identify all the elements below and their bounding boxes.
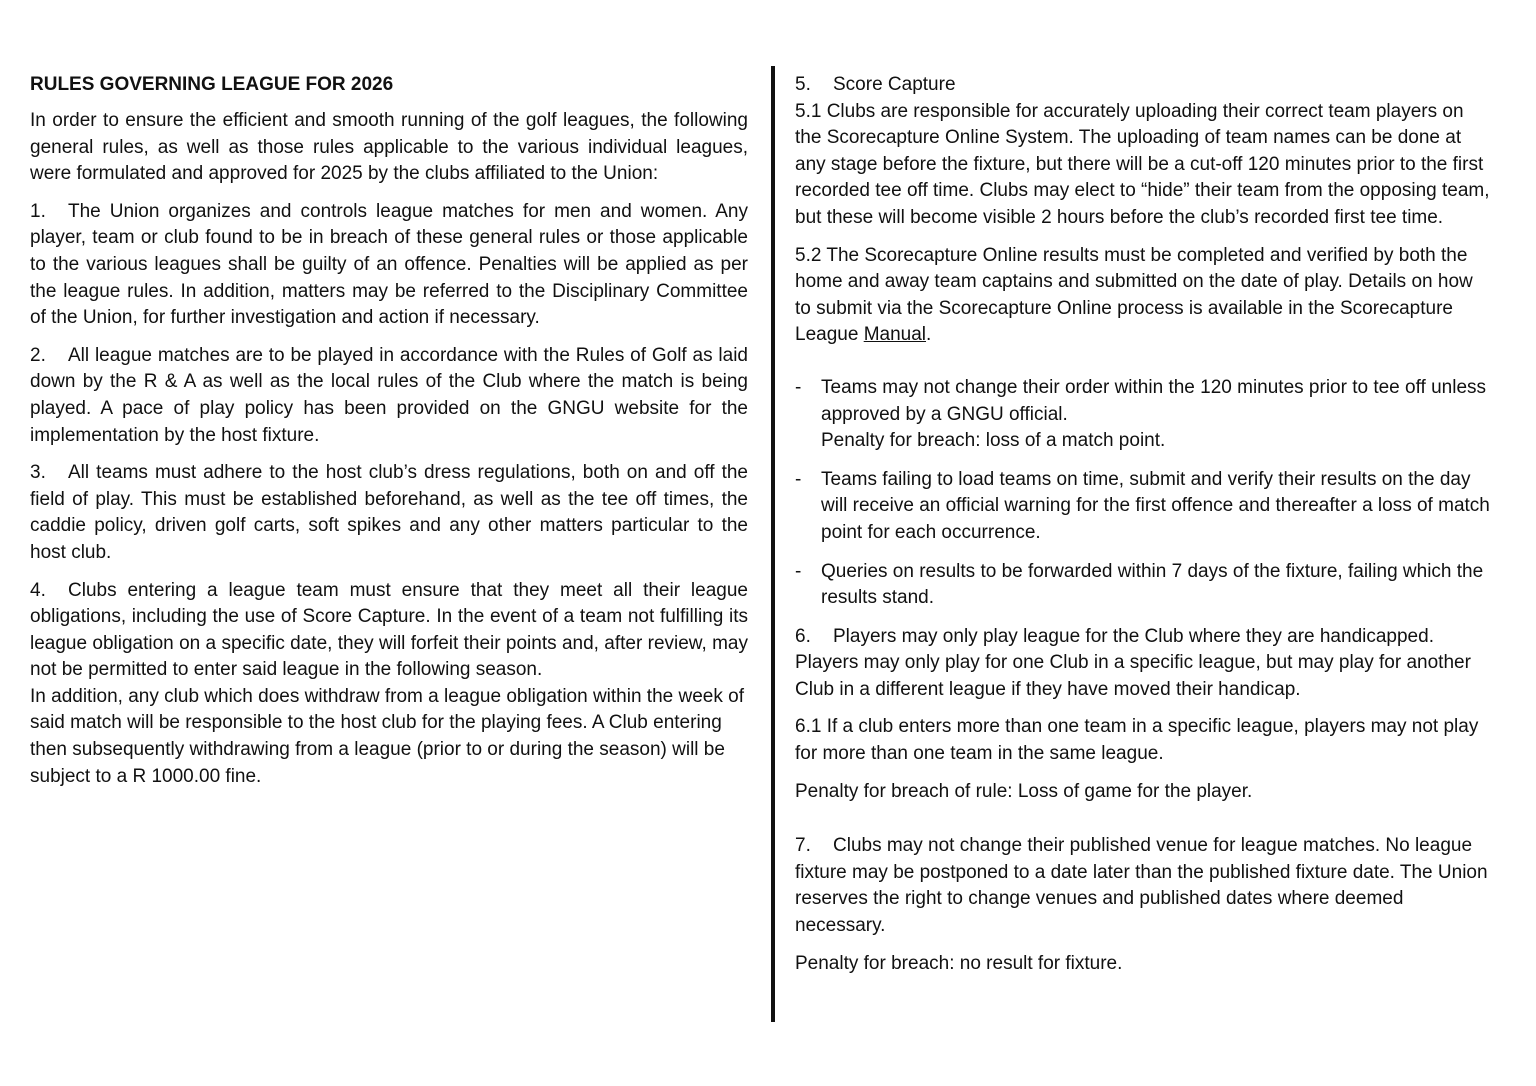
rule-4-addition: In addition, any club which does withdraw from a league obligation within the week of said match will be responsible to the host club for the playing fees. A Club entering then subsequently withdrawing from a league (prior to or during the season) will be subject to a R 1000.00 fine.: [30, 685, 744, 787]
bullet-dash: -: [795, 376, 802, 398]
rule-2: [30, 343, 748, 449]
rule-6-penalty: Penalty for breach of rule: Loss of game for the player.: [795, 780, 1253, 802]
bullet-dash: -: [795, 560, 802, 582]
rule-3-number: 3.: [30, 462, 46, 484]
rule-5-2-end: .: [926, 324, 932, 346]
bullet-2-text: Teams failing to load teams on time, submit and verify their results on the day will receive an official warning for the first offence and thereafter a loss of match point for each occurrence.: [821, 468, 1490, 543]
rule-7-text: Clubs may not change their published venue for league matches. No league fixture may be postponed to a date later than the published fixture date. The Union reserves the right to change venues and published dates where deemed necessary.: [795, 835, 1488, 937]
right-column: [795, 72, 1490, 988]
document-title: RULES GOVERNING LEAGUE FOR 2026: [30, 74, 394, 95]
rule-1-number: 1.: [30, 200, 46, 222]
intro-paragraph: In order to ensure the efficient and smooth running of the golf leagues, the following general rules, as well as those rules applicable to the various individual leagues, were formulated and approved for 2025 by the clubs affiliated to the Union:: [30, 110, 748, 185]
bullet-1-text: Teams may not change their order within the 120 minutes prior to tee off unless approved by a GNGU official.: [821, 376, 1487, 425]
rule-5-2: [795, 243, 1490, 349]
bullet-dash: -: [795, 468, 802, 490]
bullet-1-penalty: Penalty for breach: loss of a match point.: [821, 430, 1166, 452]
manual-link[interactable]: Manual: [863, 324, 927, 346]
rule-7-penalty: Penalty for breach: no result for fixture.: [795, 952, 1123, 974]
bullet-3-text: Queries on results to be forwarded within 7 days of the fixture, failing which the results stand.: [821, 560, 1484, 609]
rule-4: [30, 578, 748, 684]
rule-3: [30, 460, 748, 566]
rule-7: [795, 833, 1490, 939]
rule-5-1: 5.1 Clubs are responsible for accurately uploading their correct team players on the Scorecapture Online System. The uploading of team names can be done at any stage before the fixture, but there will be a cut-off 120 minutes prior to the first recorded tee off time. Clubs may elect to “hide” their team from the opposing team, but these will become visible 2 hours before the club’s recorded first tee time.: [795, 100, 1490, 228]
rule-3-text: All teams must adhere to the host club’s dress regulations, both on and off the field of play. This must be established beforehand, as well as the tee off times, the caddie policy, driven golf carts, soft spikes and any other matters particular to the host club.: [30, 462, 748, 563]
left-column: [30, 72, 748, 801]
rule-5-number: 5.: [795, 74, 811, 95]
bullet-item-2: [795, 467, 1490, 547]
rule-6-number: 6.: [795, 625, 811, 647]
rule-4-number: 4.: [30, 579, 46, 601]
rule-5-heading: [795, 72, 1490, 99]
rule-1-text: The Union organizes and controls league matches for men and women. Any player, team or club found to be in breach of these general rules or those applicable to the various leagues shall be guilty of an offence. Penalties will be applied as per the league rules. In addition, matters may be referred to the Disciplinary Committee of the Union, for further investigation and action if necessary.: [30, 200, 748, 329]
rule-2-text: All league matches are to be played in accordance with the Rules of Golf as laid down by the R & A as well as the local rules of the Club where the match is being played. A pace of play policy has been provided on the GNGU website for the implementation by the host fixture.: [30, 344, 748, 446]
rule-7-number: 7.: [795, 835, 811, 857]
rule-5-2-text: 5.2 The Scorecapture Online results must be completed and verified by both the home and away team captains and submitted on the date of play. Details on how to submit via the Scorecapture Online process is available in the Scorecapture League: [795, 244, 1473, 346]
rule-5-title: Score Capture: [833, 74, 956, 95]
rule-6-text: Players may only play league for the Club where they are handicapped. Players may only play for one Club in a specific league, but may play for another Club in a different league if they have moved their handicap.: [795, 625, 1471, 700]
rule-6: [795, 624, 1490, 704]
rule-2-number: 2.: [30, 344, 46, 366]
bullet-item-1: [795, 375, 1490, 455]
rule-4-text: Clubs entering a league team must ensure that they meet all their league obligations, including the use of Score Capture. In the event of a team not fulfilling its league obligation on a specific date, they will forfeit their points and, after review, may not be permitted to enter said league in the following season.: [30, 579, 748, 681]
rule-1: [30, 199, 748, 332]
bullet-item-3: [795, 559, 1490, 612]
rule-6-1: 6.1 If a club enters more than one team in a specific league, players may not play for more than one team in the same league.: [795, 716, 1479, 765]
column-divider: [771, 66, 775, 1022]
